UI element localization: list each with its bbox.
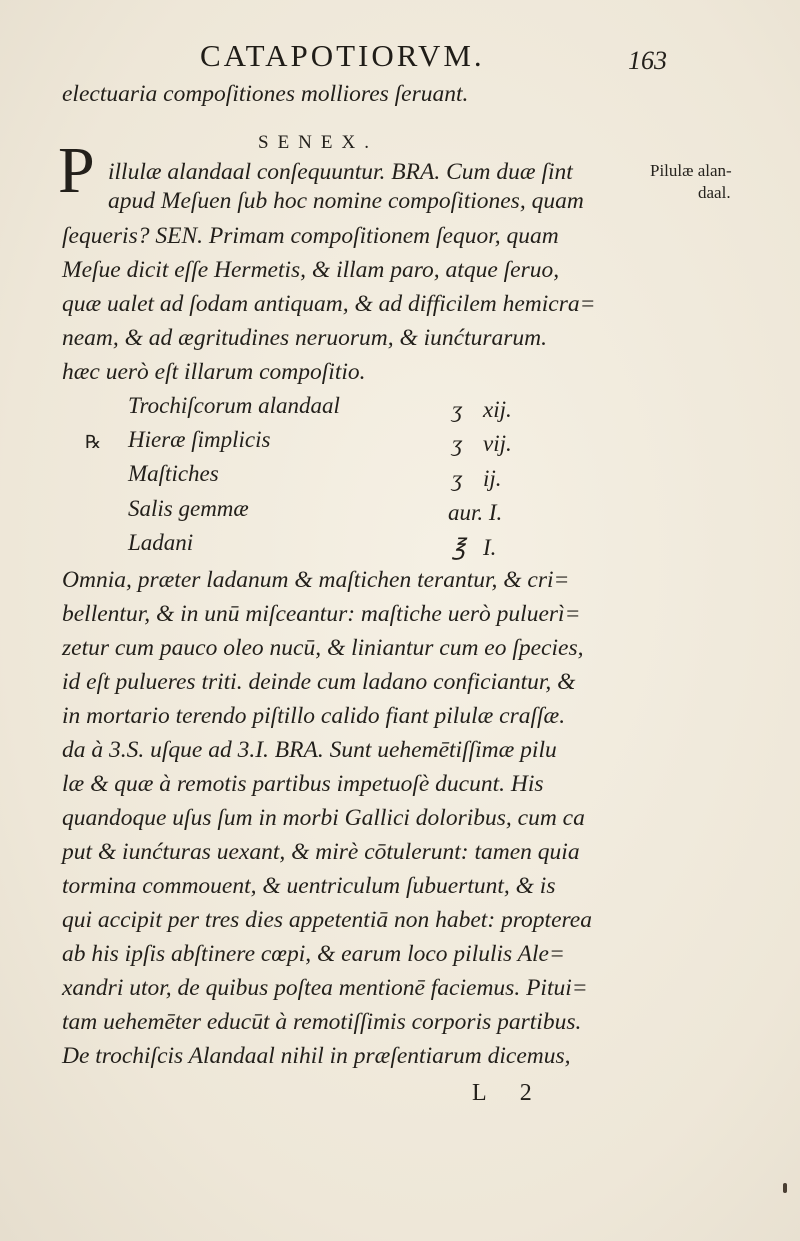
intro-line: electuaria compoſitiones molliores ſeruant. xyxy=(62,81,469,107)
text-line: put & iunćturas uexant, & mirè cōtulerunt: tamen quia xyxy=(62,839,580,865)
unit-symbol: ʒ xyxy=(452,397,463,422)
text-line: ab his ipſis abſtinere cœpi, & earum loco pilulis Ale= xyxy=(62,941,565,967)
marginal-note-line-2: daal. xyxy=(698,183,731,202)
catchword-signature: L 2 xyxy=(472,1080,546,1106)
page-number: 163 xyxy=(628,46,667,75)
text-line: apud Meſuen ſub hoc nomine compoſitiones, quam xyxy=(108,188,584,214)
ingredient-quantity: aur. I. xyxy=(448,500,503,525)
text-line: Omnia, præter ladanum & maſtichen terantur, & cri= xyxy=(62,567,570,593)
marginal-note xyxy=(650,160,800,204)
ingredient-quantity: I. xyxy=(483,535,497,560)
text-line: Meſue dicit eſſe Hermetis, & illam paro, atque ſeruo, xyxy=(62,257,560,283)
text-line: tormina commouent, & uentriculum ſubuertunt, & is xyxy=(62,873,556,899)
text-line: illulæ alandaal conſequuntur. BRA. Cum duæ ſint xyxy=(108,159,573,185)
ink-mark xyxy=(783,1183,787,1193)
unit-symbol: ℥ xyxy=(452,535,466,560)
recipe-symbol: ℞ xyxy=(85,432,102,452)
text-line: tam uehemēter educūt à remotiſſimis corporis partibus. xyxy=(62,1009,582,1035)
running-title: CATAPOTIORVM. xyxy=(200,38,485,73)
text-line: quæ ualet ad ſodam antiquam, & ad difficilem hemicra= xyxy=(62,291,596,317)
text-line: da à 3.S. uſque ad 3.I. BRA. Sunt uehemētiſſimæ pilu xyxy=(62,737,557,763)
text-line: neam, & ad ægritudines neruorum, & iunćturarum. xyxy=(62,325,548,351)
text-line: xandri utor, de quibus poſtea mentionē faciemus. Pitui= xyxy=(62,975,588,1001)
speaker-heading: SENEX. xyxy=(258,132,378,153)
ingredient-quantity: xij. xyxy=(483,397,512,422)
text-line: zetur cum pauco oleo nucū, & liniantur cum eo ſpecies, xyxy=(62,635,584,661)
text-line: id eſt pulueres triti. deinde cum ladano conficiantur, & xyxy=(62,669,576,695)
ingredient-name: Salis gemmæ xyxy=(128,496,249,521)
text-line: bellentur, & in unū miſceantur: maſtiche uerò puluerì= xyxy=(62,601,581,627)
marginal-note-line-1: Pilulæ alan- xyxy=(650,161,732,180)
ingredient-name: Hieræ ſimplicis xyxy=(128,427,271,452)
text-line: De trochiſcis Alandaal nihil in præſentiarum dicemus, xyxy=(62,1043,571,1069)
ingredient-quantity: ij. xyxy=(483,466,502,491)
unit-symbol: ʒ xyxy=(452,466,463,491)
ingredient-name: Ladani xyxy=(128,530,194,555)
unit-symbol: ʒ xyxy=(452,431,463,456)
ingredient-name: Maſtiches xyxy=(128,461,219,486)
text-line: ſequeris? SEN. Primam compoſitionem ſequor, quam xyxy=(62,223,559,249)
text-line: hæc uerò eſt illarum compoſitio. xyxy=(62,359,366,385)
text-line: læ & quæ à remotis partibus impetuoſè ducunt. His xyxy=(62,771,544,797)
drop-cap-initial: P xyxy=(58,134,95,207)
ingredient-quantity: vij. xyxy=(483,431,512,456)
ingredient-name: Trochiſcorum alandaal xyxy=(128,393,340,418)
text-line: in mortario terendo piſtillo calido fiant pilulæ craſſæ. xyxy=(62,703,566,729)
text-line: quandoque uſus ſum in morbi Gallici doloribus, cum ca xyxy=(62,805,585,831)
text-line: qui accipit per tres dies appetentiā non habet: propterea xyxy=(62,907,592,933)
